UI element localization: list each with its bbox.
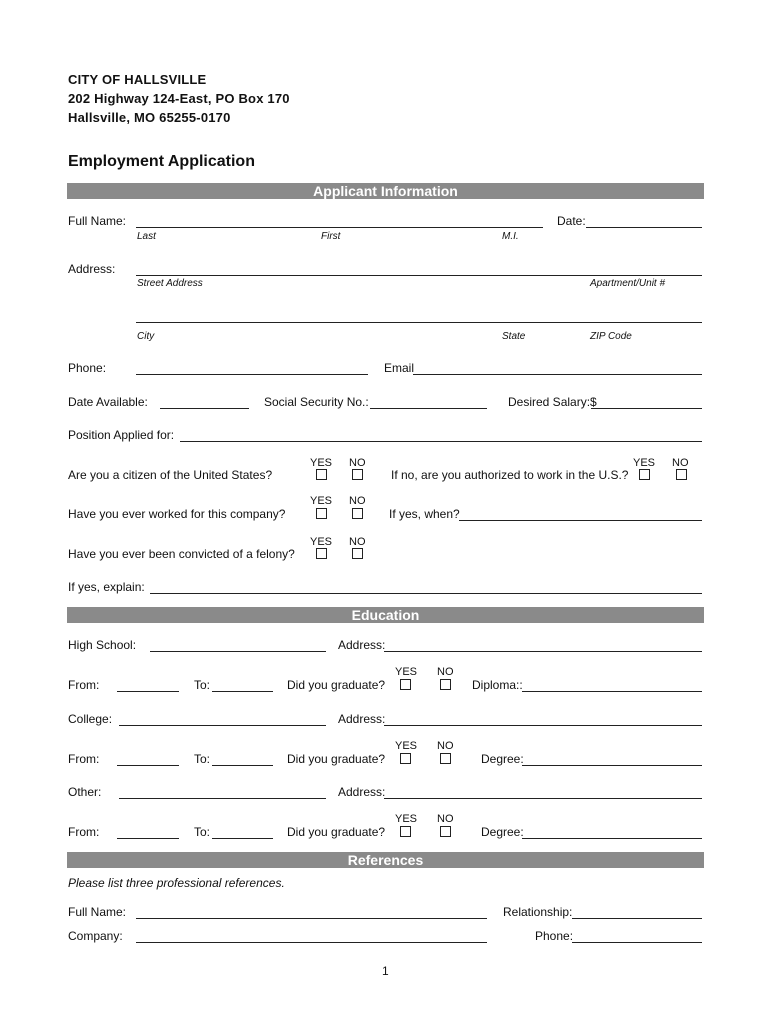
citizen-no-label: NO	[349, 457, 366, 469]
ssn-field[interactable]	[370, 408, 487, 409]
reference-company-field[interactable]	[136, 942, 487, 943]
ssn-label: Social Security No.:	[264, 395, 369, 409]
other-graduate-question: Did you graduate?	[287, 825, 386, 839]
citizen-question: Are you a citizen of the United States?	[68, 468, 273, 482]
phone-field[interactable]	[136, 374, 368, 375]
reference-relationship-field[interactable]	[572, 918, 702, 919]
authorized-yes-label: YES	[633, 457, 656, 469]
other-to-label: To:	[194, 825, 211, 839]
hs-grad-yes-label: YES	[395, 666, 418, 678]
section-title-applicant: Applicant Information	[313, 183, 458, 199]
authorized-no-label: NO	[672, 457, 689, 469]
other-grad-no-checkbox[interactable]	[440, 826, 451, 837]
hs-to-field[interactable]	[212, 691, 273, 692]
college-grad-no-checkbox[interactable]	[440, 753, 451, 764]
college-degree-label: Degree:	[481, 752, 524, 766]
hs-from-field[interactable]	[117, 691, 179, 692]
references-instruction: Please list three professional references.	[68, 876, 285, 890]
explain-field[interactable]	[150, 593, 702, 594]
hs-from-label: From:	[68, 678, 100, 692]
authorized-no-checkbox[interactable]	[676, 469, 687, 480]
phone-label: Phone:	[68, 361, 107, 375]
section-bar-education	[67, 607, 704, 623]
explain-label: If yes, explain:	[68, 580, 145, 594]
other-address-field[interactable]	[384, 798, 702, 799]
page-number: 1	[382, 964, 389, 978]
org-name: CITY OF HALLSVILLE	[68, 72, 207, 87]
college-from-label: From:	[68, 752, 100, 766]
desired-salary-field[interactable]	[591, 408, 702, 409]
other-address-label: Address:	[338, 785, 386, 799]
street-address-field[interactable]	[136, 275, 702, 276]
other-degree-label: Degree:	[481, 825, 524, 839]
diploma-field[interactable]	[522, 691, 702, 692]
date-available-label: Date Available:	[68, 395, 148, 409]
college-degree-field[interactable]	[522, 765, 702, 766]
city-hint: City	[137, 331, 155, 342]
reference-phone-field[interactable]	[572, 942, 702, 943]
college-field[interactable]	[119, 725, 326, 726]
other-grad-yes-label: YES	[395, 813, 418, 825]
authorized-question: If no, are you authorized to work in the U.S.?	[391, 468, 629, 482]
worked-no-checkbox[interactable]	[352, 508, 363, 519]
felony-no-checkbox[interactable]	[352, 548, 363, 559]
felony-question: Have you ever been convicted of a felony?	[68, 547, 295, 561]
college-from-field[interactable]	[117, 765, 179, 766]
reference-relationship-label: Relationship:	[503, 905, 573, 919]
org-address-line1: 202 Highway 124-East, PO Box 170	[68, 91, 290, 106]
form-title: Employment Application	[68, 153, 255, 170]
citizen-no-checkbox[interactable]	[352, 469, 363, 480]
reference-phone-label: Phone:	[535, 929, 574, 943]
hs-grad-yes-checkbox[interactable]	[400, 679, 411, 690]
full-name-field[interactable]	[136, 227, 543, 228]
other-degree-field[interactable]	[522, 838, 702, 839]
high-school-label: High School:	[68, 638, 137, 652]
college-grad-no-label: NO	[437, 740, 454, 752]
college-to-field[interactable]	[212, 765, 273, 766]
authorized-yes-checkbox[interactable]	[639, 469, 650, 480]
felony-yes-label: YES	[310, 536, 333, 548]
other-grad-yes-checkbox[interactable]	[400, 826, 411, 837]
email-label: Email	[384, 361, 415, 375]
hs-to-label: To:	[194, 678, 211, 692]
when-field[interactable]	[459, 520, 702, 521]
worked-yes-label: YES	[310, 495, 333, 507]
other-from-field[interactable]	[117, 838, 179, 839]
full-name-label: Full Name:	[68, 214, 127, 228]
college-address-field[interactable]	[384, 725, 702, 726]
street-address-hint: Street Address	[137, 278, 203, 289]
hs-grad-no-checkbox[interactable]	[440, 679, 451, 690]
email-field[interactable]	[413, 374, 702, 375]
date-field[interactable]	[586, 227, 702, 228]
reference-full-name-label: Full Name:	[68, 905, 127, 919]
college-grad-yes-label: YES	[395, 740, 418, 752]
address-label: Address:	[68, 262, 116, 276]
other-label: Other:	[68, 785, 102, 799]
college-grad-yes-checkbox[interactable]	[400, 753, 411, 764]
position-field[interactable]	[180, 441, 702, 442]
desired-salary-label: Desired Salary:$	[508, 395, 597, 409]
first-name-hint: First	[321, 231, 341, 242]
state-hint: State	[502, 331, 526, 342]
when-label: If yes, when?	[389, 507, 460, 521]
hs-graduate-question: Did you graduate?	[287, 678, 386, 692]
citizen-yes-checkbox[interactable]	[316, 469, 327, 480]
worked-yes-checkbox[interactable]	[316, 508, 327, 519]
other-to-field[interactable]	[212, 838, 273, 839]
last-name-hint: Last	[137, 231, 156, 242]
college-label: College:	[68, 712, 113, 726]
college-graduate-question: Did you graduate?	[287, 752, 386, 766]
position-label: Position Applied for:	[68, 428, 175, 442]
high-school-address-field[interactable]	[384, 651, 702, 652]
section-bar-references	[67, 852, 704, 868]
other-grad-no-label: NO	[437, 813, 454, 825]
middle-initial-hint: M.I.	[502, 231, 519, 242]
zip-hint: ZIP Code	[590, 331, 632, 342]
reference-full-name-field[interactable]	[136, 918, 487, 919]
date-available-field[interactable]	[160, 408, 249, 409]
section-title-references: References	[347, 852, 424, 868]
org-address-line2: Hallsville, MO 65255-0170	[68, 110, 231, 125]
section-title-education: Education	[351, 607, 420, 623]
citizen-yes-label: YES	[310, 457, 333, 469]
college-to-label: To:	[194, 752, 211, 766]
felony-yes-checkbox[interactable]	[316, 548, 327, 559]
diploma-label: Diploma::	[472, 678, 523, 692]
city-state-zip-field[interactable]	[136, 322, 702, 323]
other-field[interactable]	[119, 798, 326, 799]
high-school-field[interactable]	[150, 651, 326, 652]
felony-no-label: NO	[349, 536, 366, 548]
other-from-label: From:	[68, 825, 100, 839]
apartment-hint: Apartment/Unit #	[590, 278, 666, 289]
high-school-address-label: Address:	[338, 638, 386, 652]
reference-company-label: Company:	[68, 929, 123, 943]
date-label: Date:	[557, 214, 586, 228]
section-bar-applicant	[67, 183, 704, 199]
worked-question: Have you ever worked for this company?	[68, 507, 286, 521]
worked-no-label: NO	[349, 495, 366, 507]
hs-grad-no-label: NO	[437, 666, 454, 678]
college-address-label: Address:	[338, 712, 386, 726]
